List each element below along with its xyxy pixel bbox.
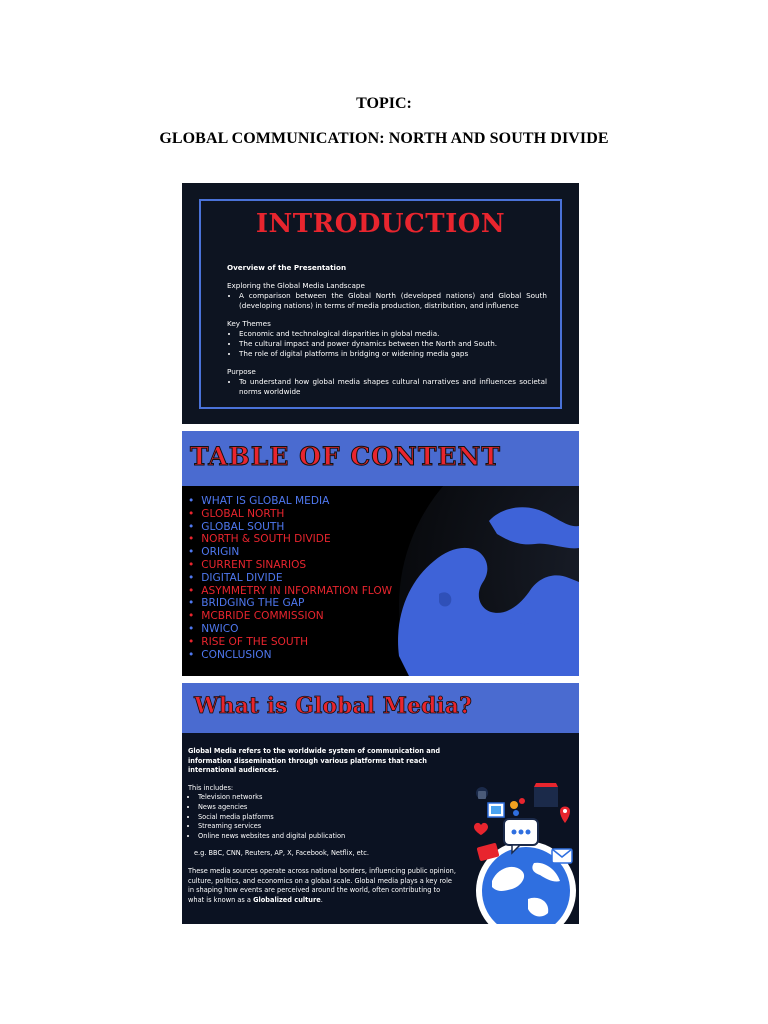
paragraph-text: These media sources operate across national borders, influencing public opinion, culture, politics, and economics on a global scale. Global media plays a key role in shaping how events are perceived around the world, often contributing to what is known as a	[188, 866, 456, 904]
definition-text: Global Media refers to the worldwide system of communication and information dissemination through various platforms that reach international audiences.	[188, 747, 441, 775]
list-item: • Streaming services	[198, 822, 458, 832]
list-item: • Television networks	[198, 793, 458, 803]
slide-title: INTRODUCTION	[255, 209, 506, 239]
list-item: • CURRENT SINARIOS	[188, 559, 392, 572]
slide-table-of-content	[182, 431, 579, 676]
description-paragraph	[188, 867, 458, 905]
table-of-content-list	[188, 495, 392, 661]
list-item: • RISE OF THE SOUTH	[188, 636, 392, 649]
section-heading: Key Themes	[227, 319, 271, 328]
slide-what-is-global-media	[182, 683, 579, 924]
bullet-list	[227, 291, 547, 311]
section-heading: Exploring the Global Media Landscape	[227, 281, 365, 290]
document-title: GLOBAL COMMUNICATION: NORTH AND SOUTH DIVIDE	[159, 130, 609, 147]
list-item: • BRIDGING THE GAP	[188, 597, 392, 610]
list-item: • DIGITAL DIVIDE	[188, 572, 392, 585]
document-topic-label: TOPIC:	[356, 95, 412, 112]
list-item: • To understand how global media shapes cultural narratives and influences societal norms worldwide	[239, 377, 547, 397]
list-item: • NWICO	[188, 623, 392, 636]
list-item: • MCBRIDE COMMISSION	[188, 610, 392, 623]
slide-title: What is Global Media?	[194, 693, 472, 719]
list-item: • Social media platforms	[198, 813, 458, 823]
global-media-illustration	[468, 783, 576, 924]
list-item: • Online news websites and digital publication	[198, 832, 458, 842]
includes-label: This includes:	[188, 783, 234, 792]
section-heading: Purpose	[227, 367, 256, 376]
list-item: • GLOBAL NORTH	[188, 508, 392, 521]
earth-globe-icon	[379, 486, 579, 676]
list-item: • WHAT IS GLOBAL MEDIA	[188, 495, 392, 508]
list-item: • Economic and technological disparities in global media.	[239, 329, 547, 339]
list-item: • CONCLUSION	[188, 649, 392, 662]
slide-frame	[199, 199, 562, 409]
slide-introduction	[182, 183, 579, 424]
bullet-list	[227, 377, 547, 397]
list-item: • NORTH & SOUTH DIVIDE	[188, 533, 392, 546]
list-item: • ASYMMETRY IN INFORMATION FLOW	[188, 585, 392, 598]
list-item: • A comparison between the Global North (developed nations) and Global South (developing nations) in terms of media production, distribution, and influence	[239, 291, 547, 311]
list-item: • GLOBAL SOUTH	[188, 521, 392, 534]
bullet-list	[227, 329, 547, 359]
slide-body	[188, 747, 458, 905]
examples-text: e.g. BBC, CNN, Reuters, AP, X, Facebook, Netflix, etc.	[194, 849, 369, 858]
list-item: • The cultural impact and power dynamics between the North and South.	[239, 339, 547, 349]
overview-heading: Overview of the Presentation	[227, 263, 347, 272]
list-item: • News agencies	[198, 803, 458, 813]
includes-list	[188, 793, 458, 841]
paragraph-end: .	[320, 895, 323, 904]
paragraph-bold-term: Globalized culture	[253, 895, 321, 904]
list-item: • The role of digital platforms in bridging or widening media gaps	[239, 349, 547, 359]
list-item: • ORIGIN	[188, 546, 392, 559]
slide-body	[227, 263, 547, 397]
slide-title: TABLE OF CONTENT	[190, 442, 501, 471]
